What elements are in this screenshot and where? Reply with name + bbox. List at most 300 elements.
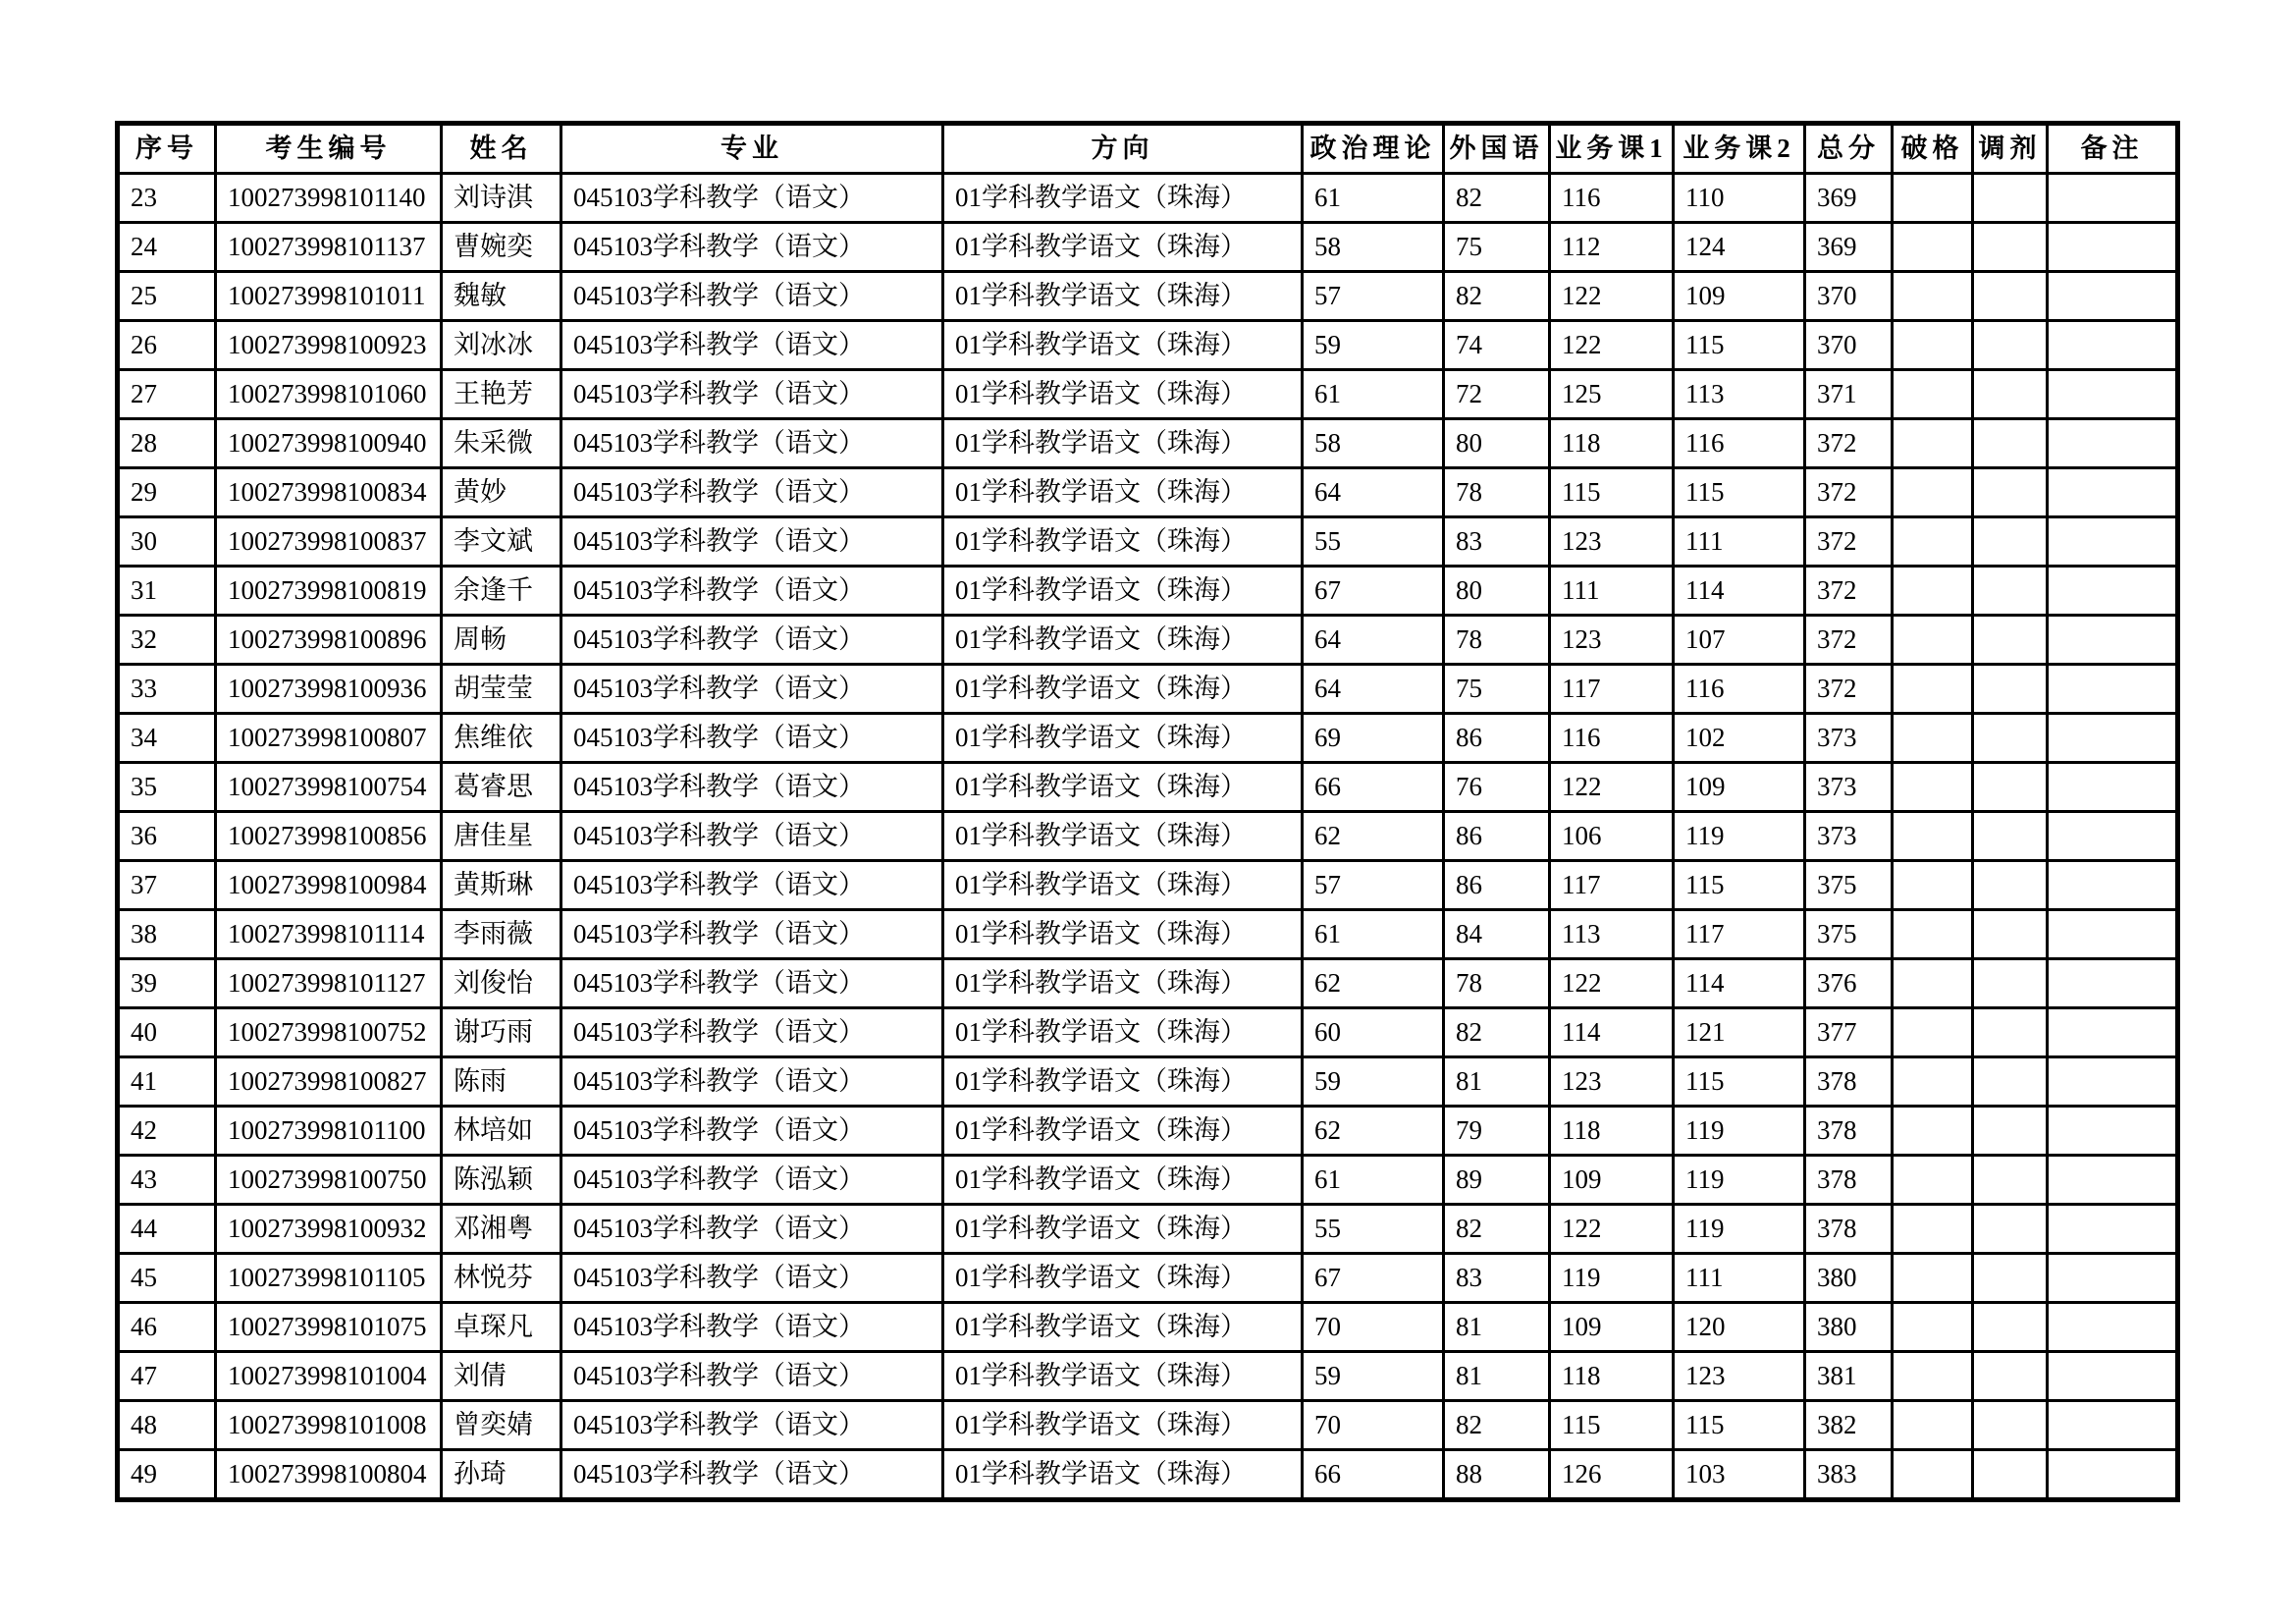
- cell-remark: [2048, 763, 2178, 812]
- cell-total-score: 369: [1805, 223, 1893, 272]
- cell-total-score: 380: [1805, 1303, 1893, 1352]
- cell-major: 045103学科教学（语文）: [561, 517, 943, 567]
- cell-adjustment: [1973, 812, 2048, 861]
- cell-course1-score: 118: [1550, 419, 1674, 468]
- cell-name: 刘倩: [442, 1352, 561, 1401]
- cell-direction: 01学科教学语文（珠海）: [943, 714, 1303, 763]
- cell-exception: [1893, 1057, 1973, 1107]
- cell-course1-score: 114: [1550, 1008, 1674, 1057]
- cell-exception: [1893, 1008, 1973, 1057]
- cell-exception: [1893, 1156, 1973, 1205]
- column-header-exception: 破格: [1893, 124, 1973, 174]
- cell-course2-score: 115: [1674, 861, 1805, 910]
- cell-major: 045103学科教学（语文）: [561, 616, 943, 665]
- cell-name: 朱采微: [442, 419, 561, 468]
- cell-adjustment: [1973, 1057, 2048, 1107]
- cell-name: 周畅: [442, 616, 561, 665]
- table-row: [118, 861, 2178, 910]
- cell-politics-score: 59: [1303, 1352, 1444, 1401]
- cell-remark: [2048, 714, 2178, 763]
- cell-exception: [1893, 1254, 1973, 1303]
- cell-candidate-id: 100273998100896: [216, 616, 442, 665]
- cell-course2-score: 119: [1674, 1156, 1805, 1205]
- cell-course2-score: 119: [1674, 1205, 1805, 1254]
- cell-major: 045103学科教学（语文）: [561, 910, 943, 959]
- cell-major: 045103学科教学（语文）: [561, 959, 943, 1008]
- cell-remark: [2048, 1352, 2178, 1401]
- cell-remark: [2048, 419, 2178, 468]
- cell-remark: [2048, 567, 2178, 616]
- cell-course2-score: 111: [1674, 517, 1805, 567]
- cell-course1-score: 109: [1550, 1156, 1674, 1205]
- cell-total-score: 372: [1805, 468, 1893, 517]
- cell-politics-score: 59: [1303, 1057, 1444, 1107]
- cell-course1-score: 116: [1550, 714, 1674, 763]
- cell-total-score: 378: [1805, 1107, 1893, 1156]
- cell-total-score: 378: [1805, 1156, 1893, 1205]
- cell-total-score: 372: [1805, 567, 1893, 616]
- cell-course2-score: 120: [1674, 1303, 1805, 1352]
- cell-no: 38: [118, 910, 216, 959]
- cell-no: 43: [118, 1156, 216, 1205]
- cell-course1-score: 111: [1550, 567, 1674, 616]
- column-header-candidate-id: 考生编号: [216, 124, 442, 174]
- cell-direction: 01学科教学语文（珠海）: [943, 567, 1303, 616]
- table-row: [118, 1401, 2178, 1450]
- cell-name: 刘诗淇: [442, 174, 561, 223]
- column-header-course2-score: 业务课2: [1674, 124, 1805, 174]
- cell-exception: [1893, 861, 1973, 910]
- cell-remark: [2048, 370, 2178, 419]
- cell-name: 卓琛凡: [442, 1303, 561, 1352]
- cell-course1-score: 122: [1550, 272, 1674, 321]
- cell-course2-score: 115: [1674, 1401, 1805, 1450]
- cell-candidate-id: 100273998100936: [216, 665, 442, 714]
- cell-course2-score: 123: [1674, 1352, 1805, 1401]
- cell-course1-score: 118: [1550, 1352, 1674, 1401]
- cell-adjustment: [1973, 321, 2048, 370]
- cell-major: 045103学科教学（语文）: [561, 272, 943, 321]
- cell-direction: 01学科教学语文（珠海）: [943, 272, 1303, 321]
- cell-major: 045103学科教学（语文）: [561, 812, 943, 861]
- table-row: [118, 174, 2178, 223]
- cell-name: 胡莹莹: [442, 665, 561, 714]
- cell-exception: [1893, 419, 1973, 468]
- cell-no: 23: [118, 174, 216, 223]
- cell-adjustment: [1973, 1205, 2048, 1254]
- cell-no: 32: [118, 616, 216, 665]
- cell-politics-score: 64: [1303, 665, 1444, 714]
- cell-adjustment: [1973, 517, 2048, 567]
- cell-politics-score: 62: [1303, 959, 1444, 1008]
- cell-candidate-id: 100273998100807: [216, 714, 442, 763]
- table-row: [118, 1205, 2178, 1254]
- cell-no: 27: [118, 370, 216, 419]
- cell-direction: 01学科教学语文（珠海）: [943, 370, 1303, 419]
- cell-total-score: 373: [1805, 812, 1893, 861]
- cell-foreign-language-score: 80: [1444, 419, 1550, 468]
- cell-total-score: 382: [1805, 1401, 1893, 1450]
- column-header-direction: 方向: [943, 124, 1303, 174]
- cell-direction: 01学科教学语文（珠海）: [943, 1303, 1303, 1352]
- column-header-foreign-language-score: 外国语: [1444, 124, 1550, 174]
- cell-exception: [1893, 174, 1973, 223]
- column-header-total-score: 总分: [1805, 124, 1893, 174]
- cell-no: 24: [118, 223, 216, 272]
- column-header-politics-score: 政治理论: [1303, 124, 1444, 174]
- cell-candidate-id: 100273998101114: [216, 910, 442, 959]
- cell-adjustment: [1973, 714, 2048, 763]
- cell-course2-score: 119: [1674, 1107, 1805, 1156]
- cell-direction: 01学科教学语文（珠海）: [943, 910, 1303, 959]
- cell-politics-score: 60: [1303, 1008, 1444, 1057]
- cell-name: 邓湘粤: [442, 1205, 561, 1254]
- table-row: [118, 223, 2178, 272]
- cell-exception: [1893, 1205, 1973, 1254]
- cell-exception: [1893, 321, 1973, 370]
- cell-exception: [1893, 714, 1973, 763]
- table-row: [118, 567, 2178, 616]
- cell-remark: [2048, 517, 2178, 567]
- table-row: [118, 665, 2178, 714]
- cell-remark: [2048, 1303, 2178, 1352]
- cell-name: 陈泓颖: [442, 1156, 561, 1205]
- cell-foreign-language-score: 75: [1444, 665, 1550, 714]
- cell-remark: [2048, 272, 2178, 321]
- cell-total-score: 372: [1805, 665, 1893, 714]
- cell-course2-score: 114: [1674, 959, 1805, 1008]
- cell-major: 045103学科教学（语文）: [561, 1401, 943, 1450]
- cell-remark: [2048, 1401, 2178, 1450]
- cell-course2-score: 110: [1674, 174, 1805, 223]
- cell-course1-score: 109: [1550, 1303, 1674, 1352]
- cell-foreign-language-score: 79: [1444, 1107, 1550, 1156]
- cell-candidate-id: 100273998100837: [216, 517, 442, 567]
- cell-major: 045103学科教学（语文）: [561, 861, 943, 910]
- cell-major: 045103学科教学（语文）: [561, 1254, 943, 1303]
- cell-remark: [2048, 616, 2178, 665]
- cell-adjustment: [1973, 1401, 2048, 1450]
- cell-remark: [2048, 1057, 2178, 1107]
- cell-total-score: 378: [1805, 1057, 1893, 1107]
- cell-foreign-language-score: 81: [1444, 1057, 1550, 1107]
- cell-no: 42: [118, 1107, 216, 1156]
- cell-major: 045103学科教学（语文）: [561, 1352, 943, 1401]
- cell-total-score: 383: [1805, 1450, 1893, 1500]
- cell-no: 44: [118, 1205, 216, 1254]
- cell-direction: 01学科教学语文（珠海）: [943, 468, 1303, 517]
- cell-politics-score: 64: [1303, 616, 1444, 665]
- cell-candidate-id: 100273998100923: [216, 321, 442, 370]
- cell-course1-score: 123: [1550, 517, 1674, 567]
- cell-remark: [2048, 1450, 2178, 1500]
- cell-direction: 01学科教学语文（珠海）: [943, 1352, 1303, 1401]
- cell-course2-score: 109: [1674, 763, 1805, 812]
- table-row: [118, 910, 2178, 959]
- cell-adjustment: [1973, 567, 2048, 616]
- cell-course1-score: 123: [1550, 616, 1674, 665]
- cell-course1-score: 115: [1550, 1401, 1674, 1450]
- cell-name: 谢巧雨: [442, 1008, 561, 1057]
- cell-foreign-language-score: 89: [1444, 1156, 1550, 1205]
- cell-remark: [2048, 321, 2178, 370]
- column-header-major: 专业: [561, 124, 943, 174]
- cell-major: 045103学科教学（语文）: [561, 665, 943, 714]
- cell-remark: [2048, 812, 2178, 861]
- cell-course1-score: 115: [1550, 468, 1674, 517]
- cell-candidate-id: 100273998101011: [216, 272, 442, 321]
- cell-total-score: 372: [1805, 616, 1893, 665]
- cell-politics-score: 58: [1303, 223, 1444, 272]
- table-header-row: [118, 124, 2178, 174]
- cell-exception: [1893, 517, 1973, 567]
- cell-course2-score: 115: [1674, 321, 1805, 370]
- cell-politics-score: 55: [1303, 517, 1444, 567]
- cell-course1-score: 116: [1550, 174, 1674, 223]
- cell-exception: [1893, 763, 1973, 812]
- table-row: [118, 272, 2178, 321]
- cell-total-score: 373: [1805, 714, 1893, 763]
- cell-politics-score: 61: [1303, 370, 1444, 419]
- cell-direction: 01学科教学语文（珠海）: [943, 959, 1303, 1008]
- cell-name: 黄斯琳: [442, 861, 561, 910]
- cell-adjustment: [1973, 1156, 2048, 1205]
- cell-foreign-language-score: 82: [1444, 174, 1550, 223]
- cell-candidate-id: 100273998100804: [216, 1450, 442, 1500]
- cell-politics-score: 67: [1303, 1254, 1444, 1303]
- table-row: [118, 763, 2178, 812]
- cell-adjustment: [1973, 419, 2048, 468]
- table-row: [118, 616, 2178, 665]
- cell-remark: [2048, 1205, 2178, 1254]
- cell-course2-score: 119: [1674, 812, 1805, 861]
- cell-foreign-language-score: 82: [1444, 272, 1550, 321]
- cell-adjustment: [1973, 272, 2048, 321]
- cell-adjustment: [1973, 1008, 2048, 1057]
- cell-foreign-language-score: 75: [1444, 223, 1550, 272]
- cell-adjustment: [1973, 1303, 2048, 1352]
- cell-exception: [1893, 223, 1973, 272]
- cell-foreign-language-score: 76: [1444, 763, 1550, 812]
- cell-politics-score: 55: [1303, 1205, 1444, 1254]
- cell-name: 王艳芳: [442, 370, 561, 419]
- cell-course2-score: 102: [1674, 714, 1805, 763]
- table-row: [118, 370, 2178, 419]
- cell-no: 46: [118, 1303, 216, 1352]
- cell-course2-score: 103: [1674, 1450, 1805, 1500]
- cell-politics-score: 61: [1303, 174, 1444, 223]
- cell-major: 045103学科教学（语文）: [561, 468, 943, 517]
- table-row: [118, 1057, 2178, 1107]
- table-row: [118, 517, 2178, 567]
- cell-adjustment: [1973, 910, 2048, 959]
- cell-direction: 01学科教学语文（珠海）: [943, 616, 1303, 665]
- cell-foreign-language-score: 83: [1444, 517, 1550, 567]
- cell-foreign-language-score: 78: [1444, 468, 1550, 517]
- cell-no: 37: [118, 861, 216, 910]
- cell-politics-score: 57: [1303, 272, 1444, 321]
- cell-course2-score: 107: [1674, 616, 1805, 665]
- column-header-adjustment: 调剂: [1973, 124, 2048, 174]
- cell-candidate-id: 100273998101140: [216, 174, 442, 223]
- cell-major: 045103学科教学（语文）: [561, 1205, 943, 1254]
- cell-course1-score: 113: [1550, 910, 1674, 959]
- cell-candidate-id: 100273998100984: [216, 861, 442, 910]
- cell-total-score: 378: [1805, 1205, 1893, 1254]
- cell-adjustment: [1973, 665, 2048, 714]
- cell-direction: 01学科教学语文（珠海）: [943, 321, 1303, 370]
- cell-politics-score: 64: [1303, 468, 1444, 517]
- cell-major: 045103学科教学（语文）: [561, 321, 943, 370]
- cell-name: 焦维依: [442, 714, 561, 763]
- cell-exception: [1893, 567, 1973, 616]
- cell-direction: 01学科教学语文（珠海）: [943, 763, 1303, 812]
- cell-adjustment: [1973, 861, 2048, 910]
- cell-name: 魏敏: [442, 272, 561, 321]
- cell-no: 31: [118, 567, 216, 616]
- cell-major: 045103学科教学（语文）: [561, 174, 943, 223]
- cell-adjustment: [1973, 1107, 2048, 1156]
- cell-total-score: 370: [1805, 321, 1893, 370]
- cell-course2-score: 116: [1674, 419, 1805, 468]
- cell-candidate-id: 100273998100940: [216, 419, 442, 468]
- cell-major: 045103学科教学（语文）: [561, 419, 943, 468]
- cell-direction: 01学科教学语文（珠海）: [943, 1450, 1303, 1500]
- table-row: [118, 1303, 2178, 1352]
- cell-direction: 01学科教学语文（珠海）: [943, 861, 1303, 910]
- cell-candidate-id: 100273998100856: [216, 812, 442, 861]
- cell-remark: [2048, 174, 2178, 223]
- cell-remark: [2048, 665, 2178, 714]
- cell-course2-score: 117: [1674, 910, 1805, 959]
- table-row: [118, 1156, 2178, 1205]
- cell-course1-score: 122: [1550, 1205, 1674, 1254]
- cell-foreign-language-score: 80: [1444, 567, 1550, 616]
- cell-exception: [1893, 468, 1973, 517]
- cell-course2-score: 124: [1674, 223, 1805, 272]
- cell-name: 唐佳星: [442, 812, 561, 861]
- cell-candidate-id: 100273998101137: [216, 223, 442, 272]
- cell-course1-score: 117: [1550, 861, 1674, 910]
- cell-exception: [1893, 959, 1973, 1008]
- cell-major: 045103学科教学（语文）: [561, 1450, 943, 1500]
- cell-exception: [1893, 1107, 1973, 1156]
- cell-no: 30: [118, 517, 216, 567]
- cell-major: 045103学科教学（语文）: [561, 714, 943, 763]
- cell-exception: [1893, 370, 1973, 419]
- cell-course1-score: 126: [1550, 1450, 1674, 1500]
- cell-name: 黄妙: [442, 468, 561, 517]
- table-row: [118, 1450, 2178, 1500]
- cell-name: 陈雨: [442, 1057, 561, 1107]
- cell-adjustment: [1973, 468, 2048, 517]
- cell-major: 045103学科教学（语文）: [561, 1008, 943, 1057]
- cell-politics-score: 58: [1303, 419, 1444, 468]
- cell-course2-score: 109: [1674, 272, 1805, 321]
- cell-exception: [1893, 812, 1973, 861]
- cell-course1-score: 123: [1550, 1057, 1674, 1107]
- cell-course1-score: 122: [1550, 763, 1674, 812]
- cell-politics-score: 57: [1303, 861, 1444, 910]
- cell-no: 29: [118, 468, 216, 517]
- cell-name: 刘俊怡: [442, 959, 561, 1008]
- cell-politics-score: 66: [1303, 1450, 1444, 1500]
- cell-total-score: 380: [1805, 1254, 1893, 1303]
- cell-direction: 01学科教学语文（珠海）: [943, 1254, 1303, 1303]
- cell-candidate-id: 100273998100827: [216, 1057, 442, 1107]
- cell-course2-score: 115: [1674, 468, 1805, 517]
- cell-exception: [1893, 910, 1973, 959]
- cell-name: 刘冰冰: [442, 321, 561, 370]
- cell-no: 33: [118, 665, 216, 714]
- cell-direction: 01学科教学语文（珠海）: [943, 1107, 1303, 1156]
- cell-foreign-language-score: 86: [1444, 714, 1550, 763]
- cell-major: 045103学科教学（语文）: [561, 1156, 943, 1205]
- cell-politics-score: 70: [1303, 1401, 1444, 1450]
- table-row: [118, 1352, 2178, 1401]
- column-header-name: 姓名: [442, 124, 561, 174]
- cell-direction: 01学科教学语文（珠海）: [943, 665, 1303, 714]
- cell-politics-score: 66: [1303, 763, 1444, 812]
- column-header-remark: 备注: [2048, 124, 2178, 174]
- cell-no: 48: [118, 1401, 216, 1450]
- cell-candidate-id: 100273998101105: [216, 1254, 442, 1303]
- cell-major: 045103学科教学（语文）: [561, 1303, 943, 1352]
- cell-course1-score: 125: [1550, 370, 1674, 419]
- table-row: [118, 714, 2178, 763]
- cell-adjustment: [1973, 1352, 2048, 1401]
- cell-candidate-id: 100273998101075: [216, 1303, 442, 1352]
- cell-total-score: 372: [1805, 517, 1893, 567]
- cell-direction: 01学科教学语文（珠海）: [943, 174, 1303, 223]
- cell-direction: 01学科教学语文（珠海）: [943, 223, 1303, 272]
- column-header-course1-score: 业务课1: [1550, 124, 1674, 174]
- cell-major: 045103学科教学（语文）: [561, 567, 943, 616]
- cell-foreign-language-score: 82: [1444, 1008, 1550, 1057]
- cell-foreign-language-score: 82: [1444, 1205, 1550, 1254]
- cell-no: 35: [118, 763, 216, 812]
- cell-exception: [1893, 1303, 1973, 1352]
- cell-total-score: 370: [1805, 272, 1893, 321]
- cell-candidate-id: 100273998100819: [216, 567, 442, 616]
- cell-course1-score: 122: [1550, 959, 1674, 1008]
- cell-remark: [2048, 959, 2178, 1008]
- cell-foreign-language-score: 74: [1444, 321, 1550, 370]
- cell-name: 曹婉奕: [442, 223, 561, 272]
- cell-no: 25: [118, 272, 216, 321]
- cell-adjustment: [1973, 370, 2048, 419]
- cell-adjustment: [1973, 763, 2048, 812]
- cell-course1-score: 122: [1550, 321, 1674, 370]
- cell-major: 045103学科教学（语文）: [561, 1057, 943, 1107]
- cell-name: 孙琦: [442, 1450, 561, 1500]
- cell-candidate-id: 100273998100754: [216, 763, 442, 812]
- cell-direction: 01学科教学语文（珠海）: [943, 1401, 1303, 1450]
- cell-direction: 01学科教学语文（珠海）: [943, 1205, 1303, 1254]
- cell-name: 曾奕婧: [442, 1401, 561, 1450]
- cell-foreign-language-score: 78: [1444, 959, 1550, 1008]
- cell-no: 39: [118, 959, 216, 1008]
- cell-direction: 01学科教学语文（珠海）: [943, 517, 1303, 567]
- cell-candidate-id: 100273998100750: [216, 1156, 442, 1205]
- cell-course2-score: 115: [1674, 1057, 1805, 1107]
- cell-politics-score: 69: [1303, 714, 1444, 763]
- cell-politics-score: 62: [1303, 1107, 1444, 1156]
- cell-remark: [2048, 223, 2178, 272]
- cell-course1-score: 112: [1550, 223, 1674, 272]
- cell-major: 045103学科教学（语文）: [561, 370, 943, 419]
- cell-no: 41: [118, 1057, 216, 1107]
